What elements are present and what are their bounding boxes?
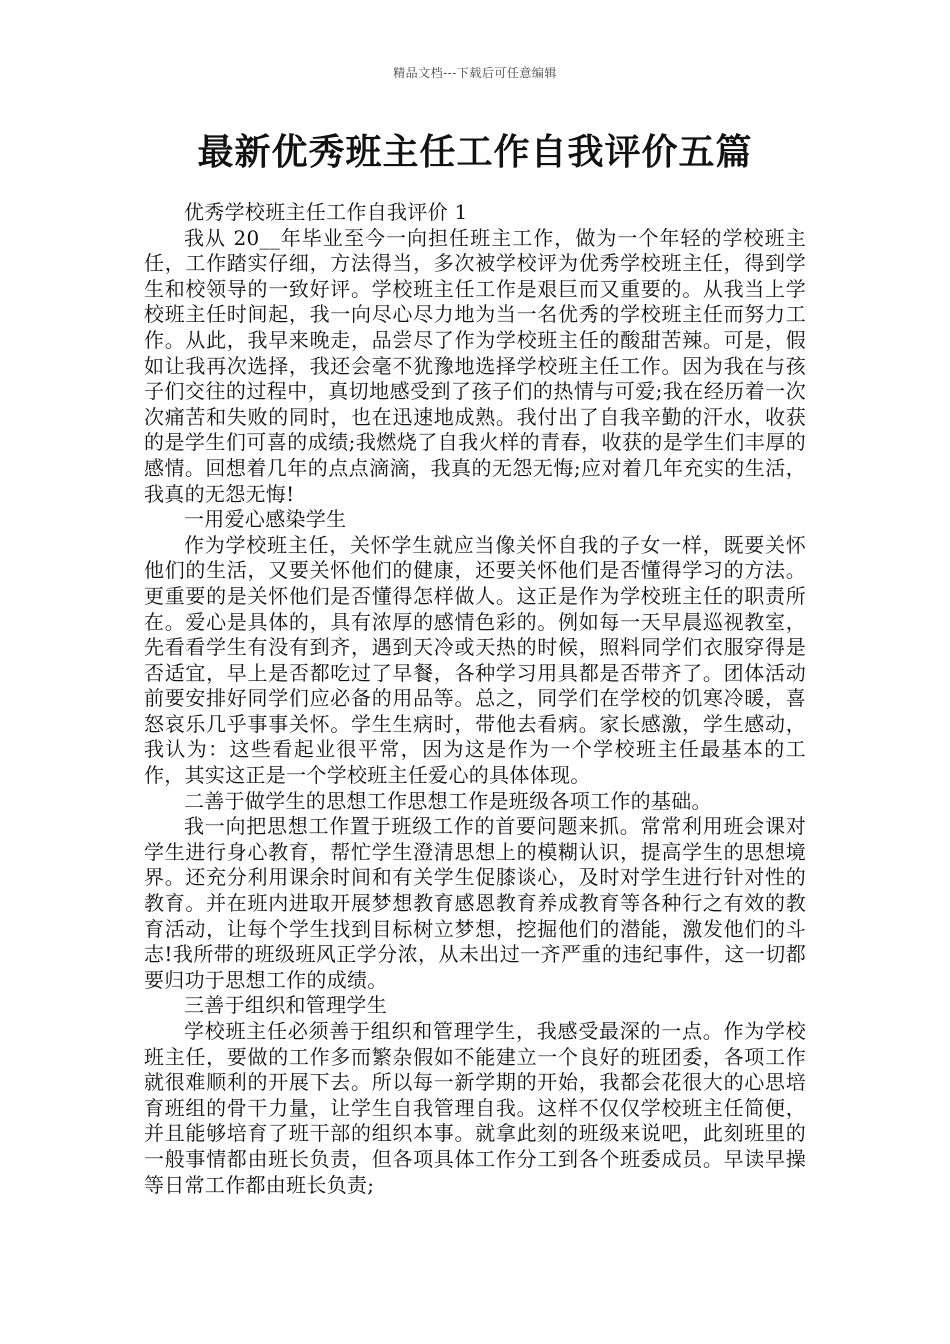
subheading: 二善于做学生的思想工作思想工作是班级各项工作的基础。 (184, 788, 712, 813)
paragraph: 我从 20__年毕业至今一向担任班主工作，做为一个年轻的学校班主任，工作踏实仔细，方法得当，多次被学校评为优秀学校班主任，得到学生和校领导的一致好评。学校班主任工作是艰巨而又重要的。从我当上学校班主任时间起，我一向尽心尽力地为当一名优秀的学校班主任而努力工作。从此，我早来晚走，品尝尽了作为学校班主任的酸甜苦辣。可是，假如让我再次选择，我还会毫不犹豫地选择学校班主任工作。因为我在与孩子们交往的过程中，真切地感受到了孩子们的热情与可爱;我在经历着一次次痛苦和失败的同时，也在迅速地成熟。我付出了自我辛勤的汗水，收获的是学生们可喜的成绩;我燃烧了自我火样的青春，收获的是学生们丰厚的感情。回想着几年的点点滴滴，我真的无怨无悔;应对着几年充实的生活，我真的无怨无悔! (144, 225, 806, 506)
document-title: 最新优秀班主任工作自我评价五篇 (197, 132, 753, 173)
paragraph: 作为学校班主任，关怀学生就应当像关怀自我的子女一样，既要关怀他们的生活，又要关怀他们的健康，还要关怀他们是否懂得学习的方法。更重要的是关怀他们是否懂得怎样做人。这正是作为学校班主任的职责所在。爱心是具体的，具有浓厚的感情色彩的。例如每一天早晨巡视教室，先看看学生有没有到齐，遇到天冷或天热的时候，照料同学们衣服穿得是否适宜，早上是否都吃过了早餐，各种学习用具都是否带齐了。团体活动前要安排好同学们应必备的用品等。总之，同学们在学校的饥寒冷暖，喜怒哀乐几乎事事关怀。学生生病时，带他去看病。家长感激，学生感动，我认为：这些看起业很平常，因为这是作为一个学校班主任最基本的工作，其实这正是一个学校班主任爱心的具体体现。 (144, 532, 806, 788)
subheading: 一用爱心感染学生 (184, 507, 347, 532)
subheading: 三善于组织和管理学生 (184, 993, 387, 1018)
paragraph: 我一向把思想工作置于班级工作的首要问题来抓。常常利用班会课对学生进行身心教育，帮忙学生澄清思想上的模糊认识，提高学生的思想境界。还充分利用课余时间和有关学生促膝谈心，及时对学生进行针对性的教育。并在班内进取开展梦想教育感恩教育养成教育等各种行之有效的教育活动，让每个学生找到目标树立梦想，挖掘他们的潜能，激发他们的斗志!我所带的班级班风正学分浓，从未出过一齐严重的违纪事件，这一切都要归功于思想工作的成绩。 (144, 814, 806, 992)
section-heading: 优秀学校班主任工作自我评价 1 (184, 200, 468, 224)
document-body (144, 200, 806, 1198)
header-note: 精品文档---下载后可任意编辑 (393, 66, 557, 80)
paragraph: 学校班主任必须善于组织和管理学生，我感受最深的一点。作为学校班主任，要做的工作多而繁杂假如不能建立一个良好的班团委，各项工作就很难顺利的开展下去。所以每一新学期的开始，我都会花很大的心思培育班组的骨干力量，让学生自我管理自我。这样不仅仅学校班主任简便，并且能够培育了班干部的组织本事。就拿此刻的班级来说吧，此刻班里的一般事情都由班长负责，但各项具体工作分工到各个班委成员。早读早操等日常工作都由班长负责; (144, 1019, 806, 1197)
